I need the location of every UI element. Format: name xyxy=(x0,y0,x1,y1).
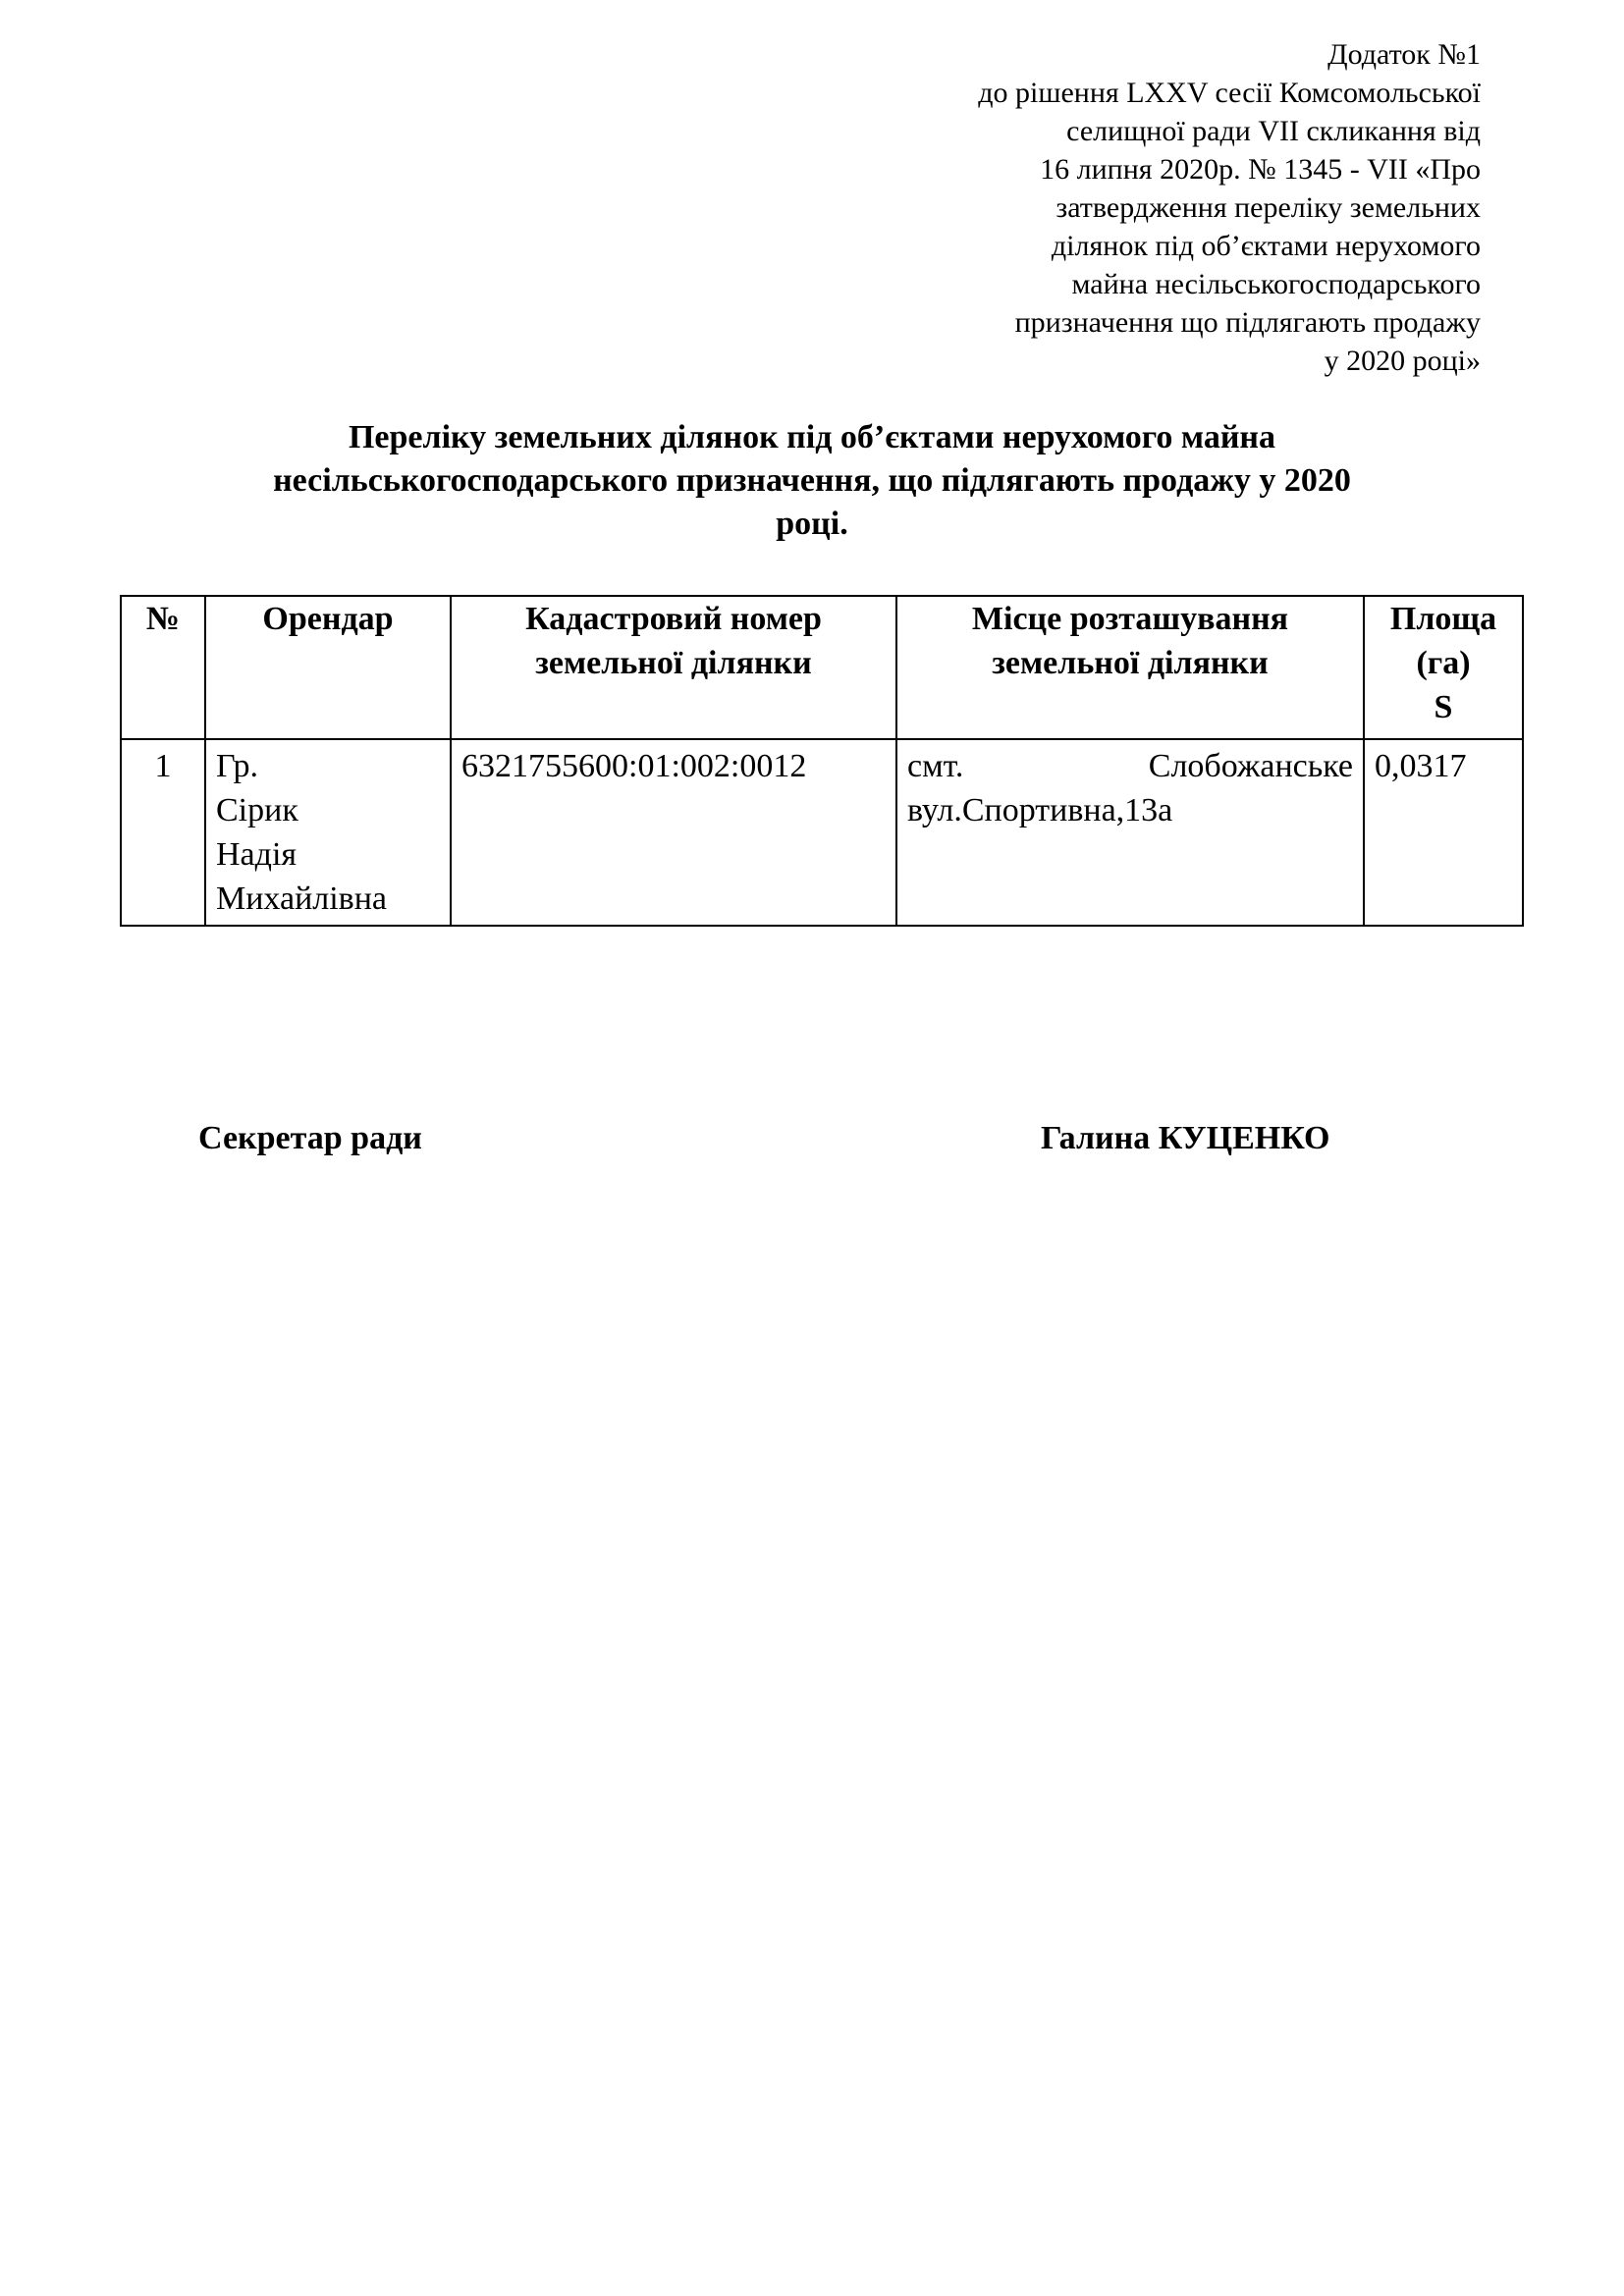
annex-line: майна несільськогосподарського xyxy=(1071,268,1481,300)
cell-tenant: Гр. Сірик Надія Михайлівна xyxy=(205,739,451,926)
header-cadastral-number: Кадастровий номер земельної ділянки xyxy=(451,596,896,739)
header-location: Місце розташування земельної ділянки xyxy=(896,596,1364,739)
annex-line: селищної ради VII скликання від xyxy=(1066,115,1481,147)
annex-line: до рішення LXXV сесії Комсомольської xyxy=(978,77,1481,109)
annex-line: у 2020 році» xyxy=(1324,345,1481,377)
table-header-row xyxy=(121,596,1523,739)
annex-line: 16 липня 2020р. № 1345 - VІІ «Про xyxy=(1040,153,1481,186)
title-line: несільськогосподарського призначення, що підлягають продажу у 2020 xyxy=(273,462,1351,499)
annex-line: призначення що підлягають продажу xyxy=(1014,306,1481,339)
location-line-1: смт. Слобожанське xyxy=(907,748,1353,784)
signature-name: Галина КУЦЕНКО xyxy=(1041,1120,1330,1156)
header-number: № xyxy=(121,596,205,739)
annex-header xyxy=(864,35,1481,380)
cell-location xyxy=(896,739,1364,926)
cell-area: 0,0317 xyxy=(1364,739,1523,926)
cell-number: 1 xyxy=(121,739,205,926)
header-tenant: Орендар xyxy=(205,596,451,739)
annex-line: Додаток №1 xyxy=(1327,38,1481,71)
location-line-2: вул.Спортивна,13а xyxy=(907,792,1173,828)
annex-line: затвердження переліку земельних xyxy=(1056,191,1481,224)
title-line: Переліку земельних ділянок під об’єктами нерухомого майна xyxy=(348,419,1275,455)
cell-cadastral-number: 6321755600:01:002:0012 xyxy=(451,739,896,926)
annex-line: ділянок під об’єктами нерухомого xyxy=(1051,230,1481,262)
land-plots-table xyxy=(120,595,1524,927)
table-row xyxy=(121,739,1523,926)
signature-role: Секретар ради xyxy=(198,1120,422,1156)
header-area: Площа (га) S xyxy=(1364,596,1523,739)
document-title xyxy=(128,416,1496,546)
title-line: році. xyxy=(776,506,848,542)
